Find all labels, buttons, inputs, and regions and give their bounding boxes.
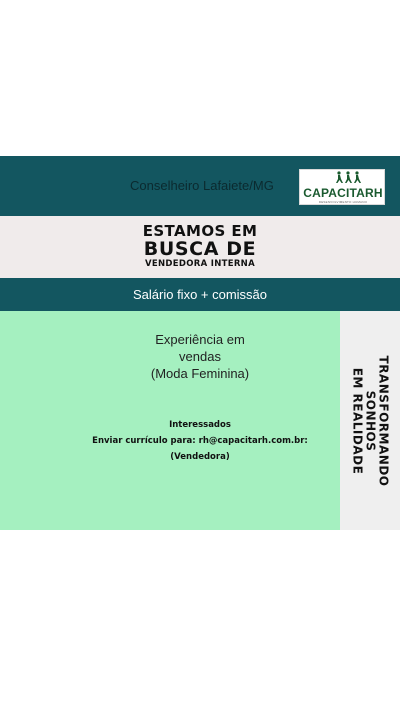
location-label: Conselheiro Lafaiete/MG [130,178,274,193]
logo-brand: CAPACITARH [303,186,383,200]
experience-line-3: (Moda Feminina) [150,366,250,381]
experience-line-1: Experiência em [155,332,245,347]
walking-people-icon [334,171,362,186]
slogan-wrap [340,311,400,530]
contact-title: Interessados [169,420,231,430]
salary-text: Salário fixo + comissão [132,287,268,302]
headline [0,223,400,270]
slogan-line-1: TRANSFORMANDO [376,355,391,487]
slogan-text [351,356,390,487]
company-logo [299,169,385,205]
contact-subject: (Vendedora) [170,452,230,462]
experience-line-2: vendas [179,349,221,364]
slogan-line-3: EM REALIDADE [350,367,365,475]
contact-instructions: Enviar currículo para: rh@capacitarh.com.br: [92,436,308,446]
headline-line-2: BUSCA DE [143,238,257,260]
headline-line-1: ESTAMOS EM [142,222,258,240]
logo-tagline: DESENVOLVIMENTO HUMANO [318,200,368,204]
slogan-line-2: SONHOS [363,390,378,452]
headline-line-3: VENDEDORA INTERNA [145,259,255,269]
